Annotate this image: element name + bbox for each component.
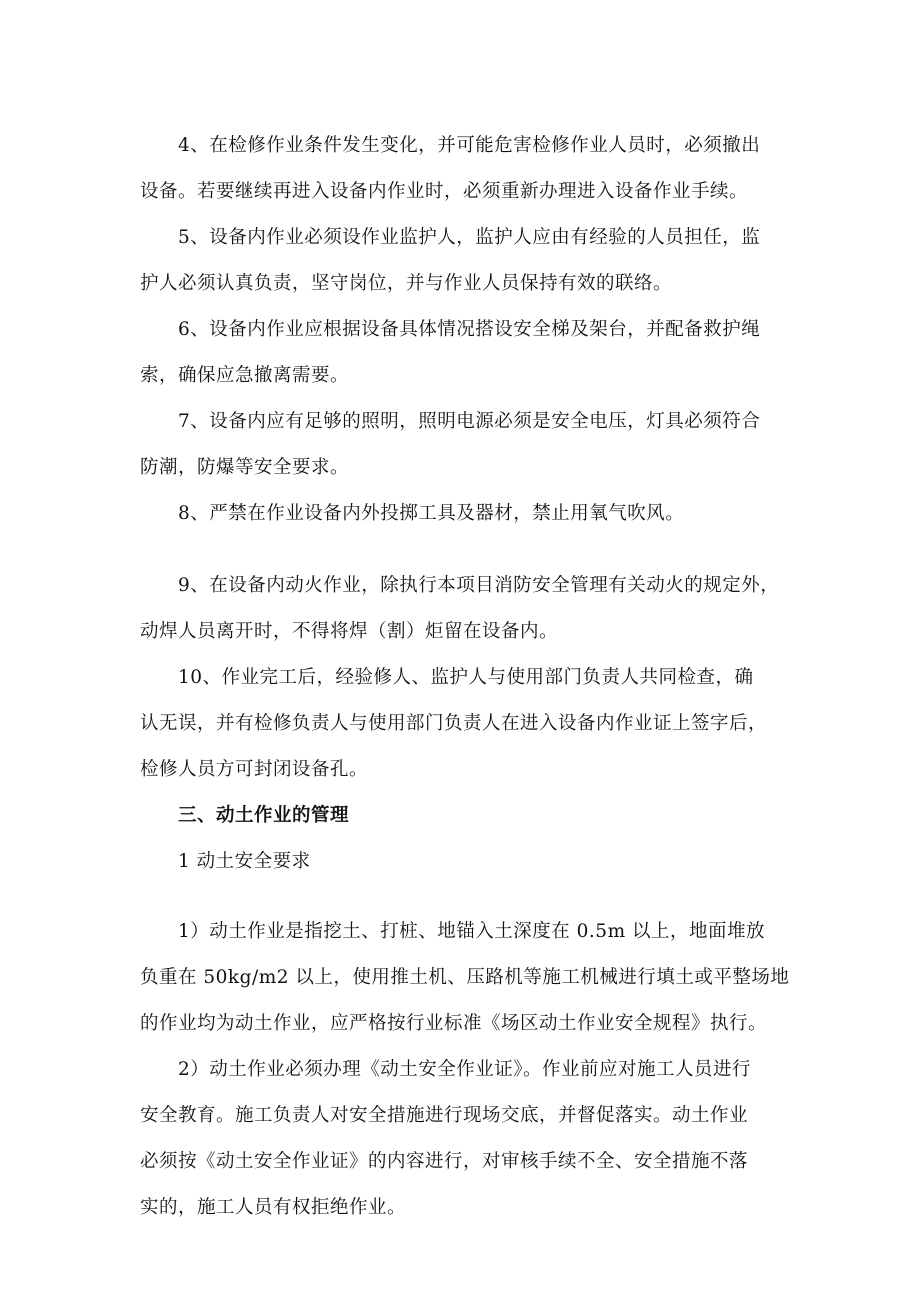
paragraph-10-line-3: 检修人员方可封闭设备孔。: [140, 759, 369, 780]
paragraph-4-line-2: 设备。若要继续再进入设备内作业时，必须重新办理进入设备作业手续。: [140, 181, 749, 202]
item-2-line-1: 2）动土作业必须办理《动土安全作业证》。作业前应对施工人员进行: [178, 1059, 752, 1080]
paragraph-9-line-1: 9、在设备内动火作业，除执行本项目消防安全管理有关动火的规定外，: [178, 575, 780, 596]
paragraph-6-line-1: 6、设备内作业应根据设备具体情况搭设安全梯及架台，并配备救护绳: [178, 319, 761, 340]
paragraph-5-line-2: 护人必须认真负责，坚守岗位，并与作业人员保持有效的联络。: [140, 273, 673, 294]
paragraph-10-line-1: 10、作业完工后，经验修人、监护人与使用部门负责人共同检查，确: [178, 667, 754, 688]
item-2-line-4: 实的，施工人员有权拒绝作业。: [140, 1197, 407, 1218]
item-1-line-3: 的作业均为动土作业，应严格按行业标准《场区动土作业安全规程》执行。: [140, 1013, 768, 1034]
paragraph-9-line-2: 动焊人员离开时，不得将焊（割）炬留在设备内。: [140, 621, 559, 642]
paragraph-4-line-1: 4、在检修作业条件发生变化，并可能危害检修作业人员时，必须撤出: [178, 135, 761, 156]
paragraph-6-line-2: 索，确保应急撤离需要。: [140, 365, 350, 386]
paragraph-5-line-1: 5、设备内作业必须设作业监护人，监护人应由有经验的人员担任，监: [178, 227, 761, 248]
paragraph-8-line-1: 8、严禁在作业设备内外投掷工具及器材，禁止用氧气吹风。: [178, 503, 685, 524]
paragraph-10-line-2: 认无误，并有检修负责人与使用部门负责人在进入设备内作业证上签字后，: [140, 713, 768, 734]
subsection-heading: 1 动土安全要求: [178, 851, 311, 872]
paragraph-7-line-1: 7、设备内应有足够的照明，照明电源必须是安全电压，灯具必须符合: [178, 411, 761, 432]
paragraph-7-line-2: 防潮，防爆等安全要求。: [140, 457, 350, 478]
item-2-line-2: 安全教育。施工负责人对安全措施进行现场交底，并督促落实。动土作业: [140, 1105, 749, 1126]
item-1-line-2: 负重在 50kg/m2 以上，使用推土机、压路机等施工机械进行填土或平整场地: [140, 967, 790, 988]
section-heading: 三、动土作业的管理: [178, 805, 350, 826]
item-2-line-3: 必须按《动土安全作业证》的内容进行，对审核手续不全、安全措施不落: [140, 1151, 749, 1172]
item-1-line-1: 1）动土作业是指挖土、打桩、地锚入土深度在 0.5m 以上，地面堆放: [178, 921, 765, 942]
